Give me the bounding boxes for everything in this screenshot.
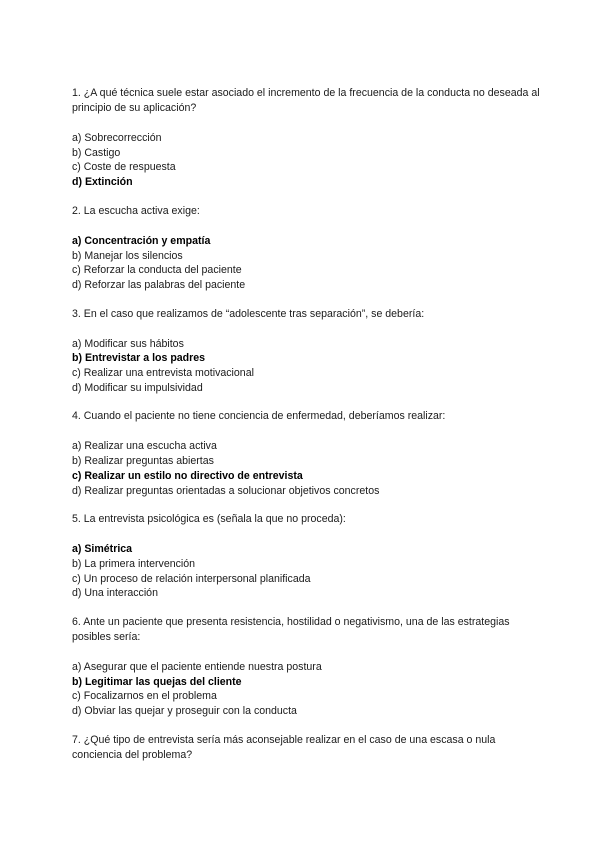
- answer-option: d) Reforzar las palabras del paciente: [72, 278, 246, 291]
- question-stem: 3. En el caso que realizamos de “adolescente tras separación”, se debería:: [72, 307, 425, 320]
- answer-option: d) Una interacción: [72, 587, 158, 600]
- question-stem: 1. ¿A qué técnica suele estar asociado el incremento de la frecuencia de la conducta no deseada al principio de su aplicación?: [72, 87, 540, 114]
- answer-option: b) Castigo: [72, 146, 121, 159]
- answer-option: a) Sobrecorrección: [72, 132, 162, 144]
- answer-option: b) Manejar los silencios: [72, 249, 183, 262]
- answer-option-correct: c) Realizar un estilo no directivo de entrevista: [72, 469, 303, 482]
- question-4: [72, 409, 542, 498]
- question-5: [72, 512, 542, 601]
- answer-option: c) Realizar una entrevista motivacional: [72, 367, 254, 380]
- question-stem: 4. Cuando el paciente no tiene conciencia de enfermedad, deberíamos realizar:: [72, 410, 446, 423]
- answer-option-correct: b) Legitimar las quejas del cliente: [72, 675, 242, 688]
- question-stem: 7. ¿Qué tipo de entrevista sería más aconsejable realizar en el caso de una escasa o nula conciencia del problema?: [72, 733, 496, 761]
- answer-option: c) Reforzar la conducta del paciente: [72, 264, 242, 277]
- answer-option: c) Un proceso de relación interpersonal planificada: [72, 572, 311, 585]
- answer-option: d) Modificar su impulsividad: [72, 381, 203, 394]
- question-stem: 5. La entrevista psicológica es (señala la que no proceda):: [72, 513, 346, 526]
- answer-option: c) Focalizarnos en el problema: [72, 690, 217, 703]
- question-stem: 6. Ante un paciente que presenta resistencia, hostilidad o negativismo, una de las estrategias posibles sería:: [72, 616, 510, 644]
- answer-option-correct: a) Concentración y empatía: [72, 234, 211, 247]
- answer-option: d) Obviar las quejar y proseguir con la conducta: [72, 705, 297, 718]
- question-2: [72, 204, 542, 293]
- answer-option: d) Realizar preguntas orientadas a solucionar objetivos concretos: [72, 484, 380, 497]
- answer-option: a) Realizar una escucha activa: [72, 440, 217, 453]
- question-7: [72, 733, 542, 763]
- answer-option: c) Coste de respuesta: [72, 161, 176, 174]
- question-1: [72, 86, 542, 190]
- answer-option: b) La primera intervención: [72, 557, 196, 570]
- question-stem: 2. La escucha activa exige:: [72, 204, 200, 217]
- answer-option-correct: d) Extinción: [72, 176, 133, 189]
- answer-option-correct: b) Entrevistar a los padres: [72, 352, 206, 365]
- answer-option: a) Modificar sus hábitos: [72, 337, 184, 350]
- answer-option: a) Asegurar que el paciente entiende nuestra postura: [72, 661, 322, 674]
- document-page: [72, 86, 542, 778]
- question-6: [72, 615, 542, 719]
- answer-option-correct: a) Simétrica: [72, 543, 133, 556]
- answer-option: b) Realizar preguntas abiertas: [72, 455, 214, 468]
- question-3: [72, 307, 542, 396]
